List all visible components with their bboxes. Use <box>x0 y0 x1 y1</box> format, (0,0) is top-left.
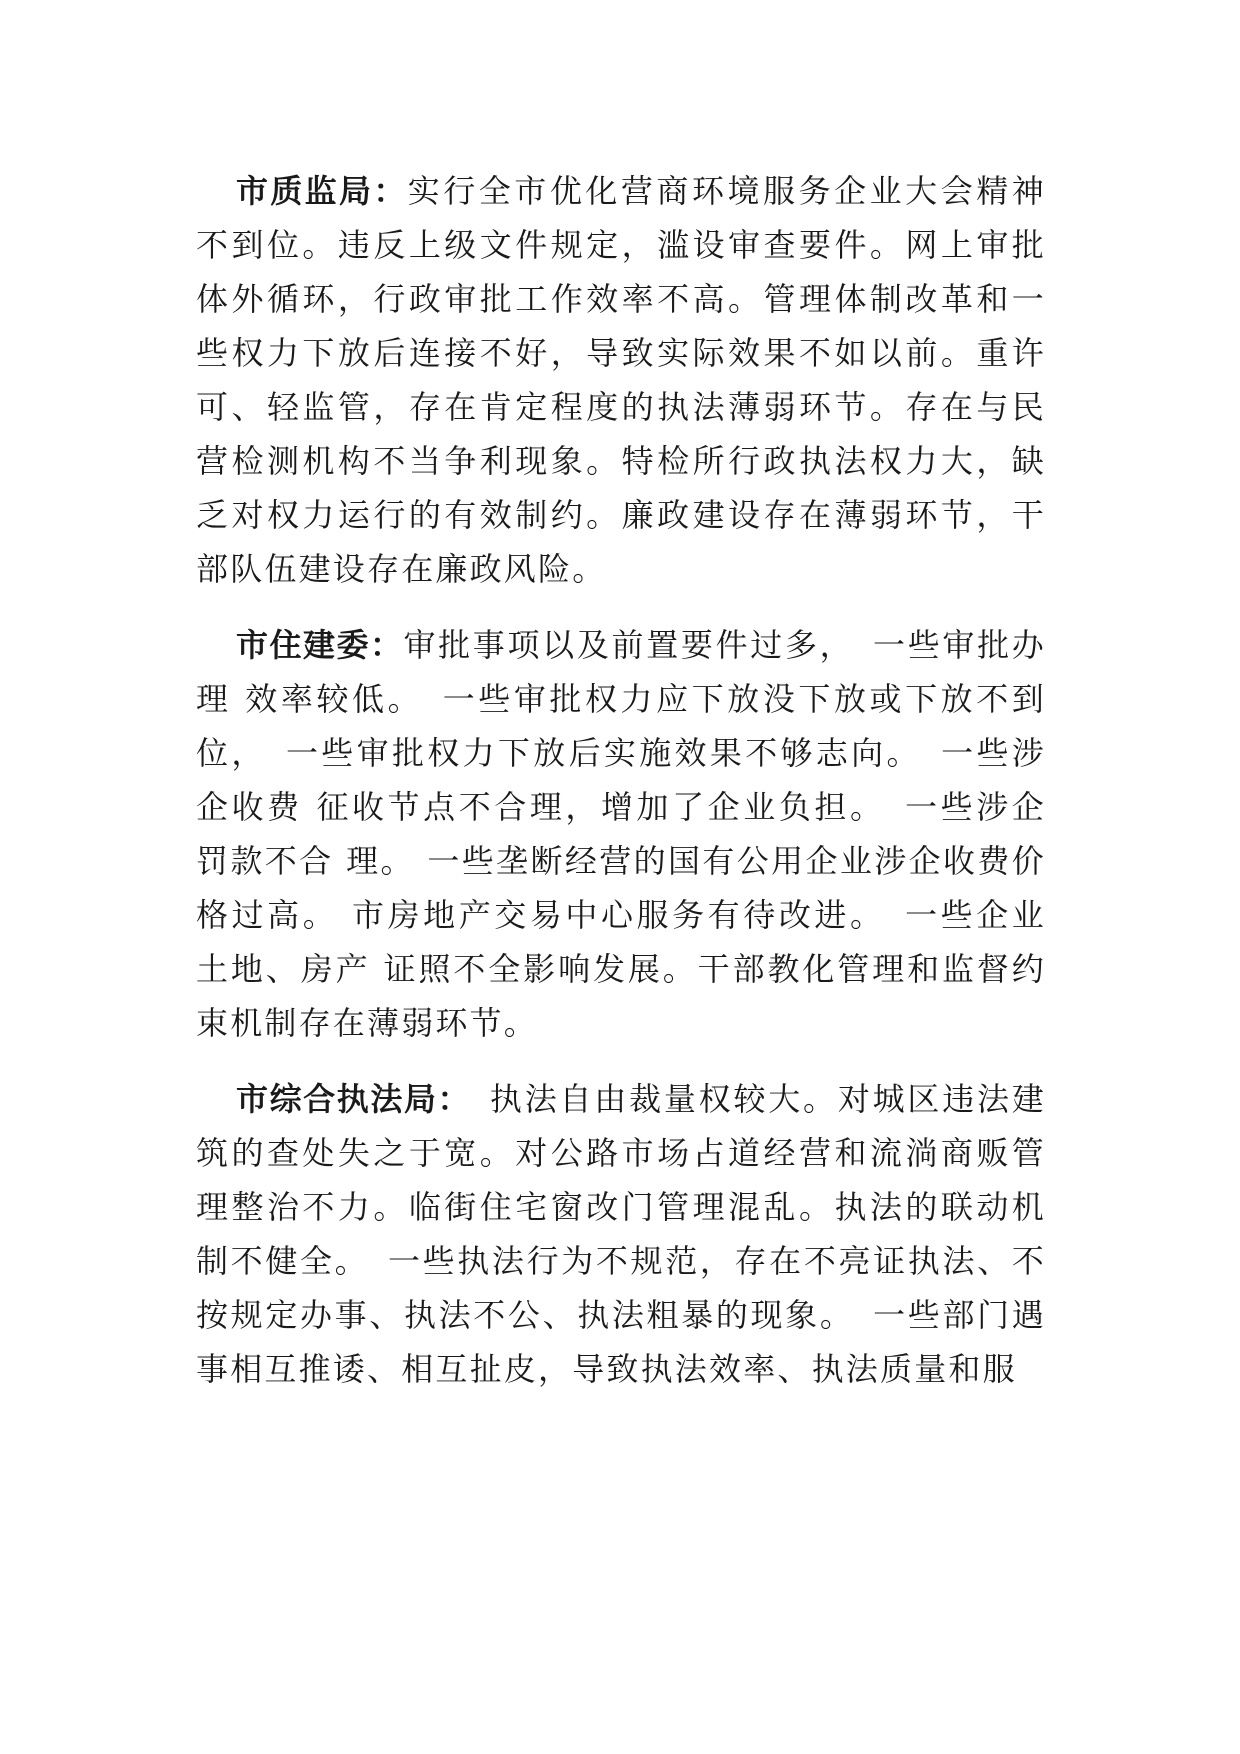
paragraph-lead: 市住建委： <box>236 626 404 664</box>
paragraph-lead: 市质监局： <box>236 172 408 210</box>
document-body <box>196 164 1046 1418</box>
paragraph-text: 执法自由裁量权较大。对城区违法建筑的查处失之于宽。对公路市场占道经营和流淌商贩管理整治不力。临街住宅窗改门管理混乱。执法的联动机制不健全。 一些执法行为不规范，存在不亮证执法、不按规定办事、执法不公、执法粗暴的现象。 一些部门遇事相互推诿、相互扯皮，导致执法效率、执法质量和服 <box>196 1080 1046 1388</box>
paragraph-text: 实行全市优化营商环境服务企业大会精神不到位。违反上级文件规定，滥设审查要件。网上审批体外循环，行政审批工作效率不高。管理体制改革和一些权力下放后连接不好，导致实际效果不如以前。重许可、轻监管，存在肯定程度的执法薄弱环节。存在与民营检测机构不当争利现象。特检所行政执法权力大，缺乏对权力运行的有效制约。廉政建设存在薄弱环节，干部队伍建设存在廉政风险。 <box>196 172 1046 588</box>
paragraph-housing-committee <box>196 618 1046 1050</box>
paragraph-lead: 市综合执法局： <box>236 1080 456 1118</box>
paragraph-enforcement-bureau <box>196 1072 1046 1396</box>
paragraph-quality-bureau <box>196 164 1046 596</box>
paragraph-text: 审批事项以及前置要件过多， 一些审批办理 效率较低。 一些审批权力应下放没下放或下放不到位， 一些审批权力下放后实施效果不够志向。 一些涉企收费 征收节点不合理，增加了企业负担。 一些涉企罚款不合 理。 一些垄断经营的国有公用企业涉企收费价格过高。 市房地产交易中心服务有待改进。 一些企业土地、房产 证照不全影响发展。干部教化管理和监督约束机制存在薄弱环节。 <box>196 626 1046 1042</box>
